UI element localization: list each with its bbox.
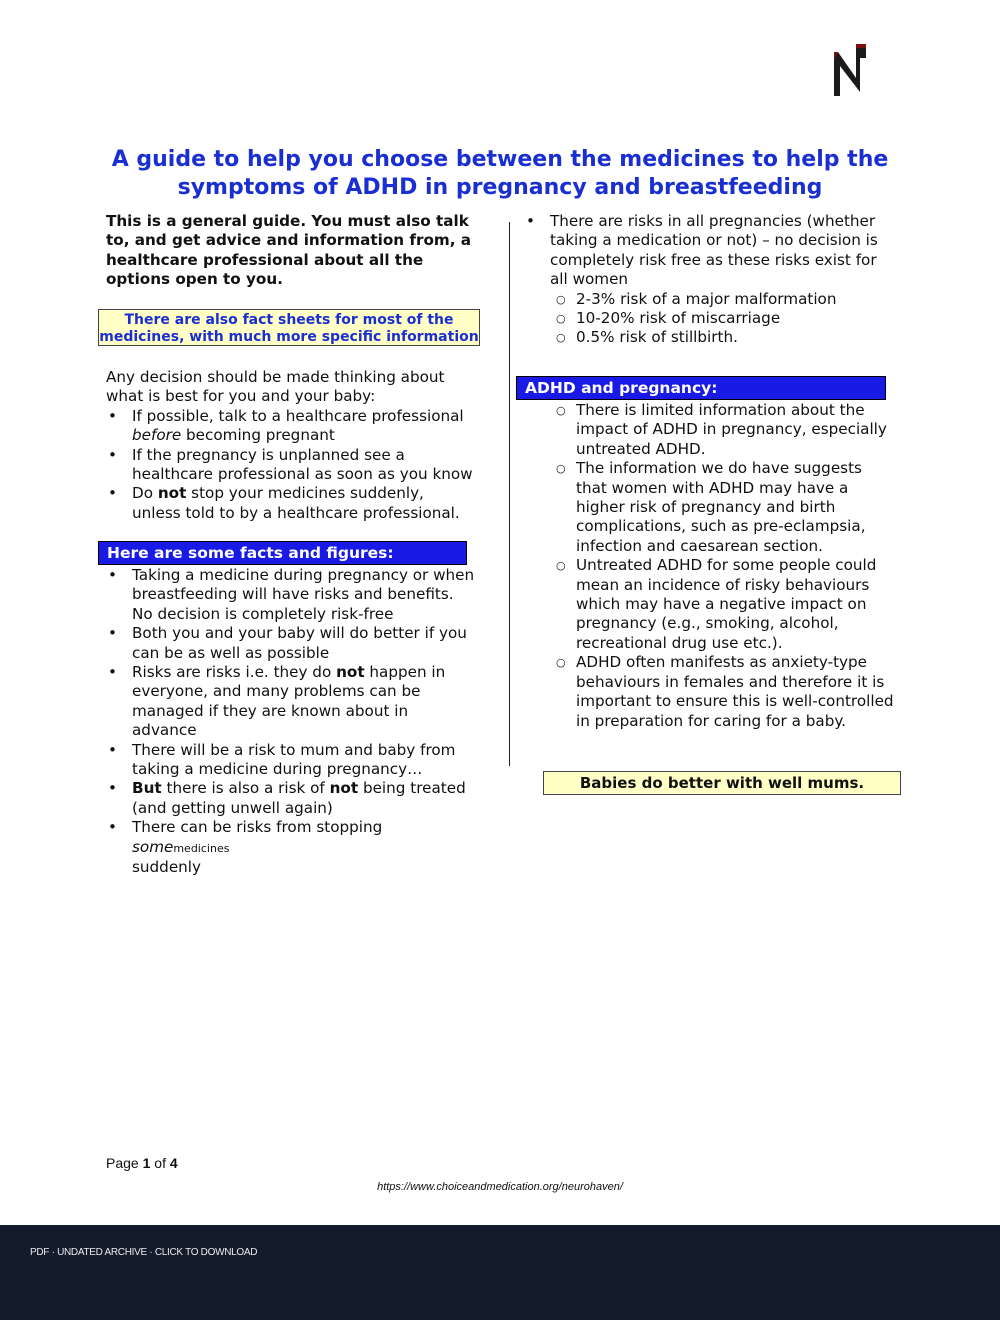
decision-section — [106, 368, 476, 523]
logo-icon — [826, 40, 874, 102]
adhd-list — [550, 401, 895, 731]
fact-sheets-box: There are also fact sheets for most of the medicines, with much more specific information — [98, 309, 480, 346]
list-item: • Do not stop your medicines suddenly, unless told to by a healthcare professional. — [106, 484, 476, 523]
download-bar — [0, 1225, 1000, 1320]
risk-sublist — [550, 290, 884, 348]
list-item: ○ 10-20% risk of miscarriage — [550, 309, 884, 328]
risks-section — [524, 212, 884, 348]
list-item: • There will be a risk to mum and baby from taking a medicine during pregnancy… — [106, 741, 476, 780]
list-item: • But there is also a risk of not being treated (and getting unwell again) — [106, 779, 476, 818]
download-link[interactable]: PDF · UNDATED ARCHIVE · CLICK TO DOWNLOAD — [30, 1247, 258, 1258]
list-item: • If the pregnancy is unplanned see a healthcare professional as soon as you know — [106, 446, 476, 485]
list-item: • Both you and your baby will do better if you can be as well as possible — [106, 624, 476, 663]
list-item: ○ ADHD often manifests as anxiety-type behaviours in females and therefore it is important to ensure this is well-controlled in preparation for caring for a baby. — [550, 653, 895, 731]
list-item: • There can be risks from stopping somemedicines suddenly — [106, 818, 476, 877]
list-item: ○ There is limited information about the impact of ADHD in pregnancy, especially untreated ADHD. — [550, 401, 895, 459]
list-item: • There are risks in all pregnancies (whether taking a medication or not) – no decision is completely risk free as these risks exist for all women ○ 2-3% risk of a major malformation ○ 10-20% risk of miscarriage ○ 0.5% risk of stillbirth. — [524, 212, 884, 348]
decision-text: Any decision should be made thinking about what is best for you and your baby: — [106, 368, 445, 406]
footer-url[interactable]: https://www.choiceandmedication.org/neurohaven/ — [377, 1181, 623, 1193]
list-item: ○ 0.5% risk of stillbirth. — [550, 328, 884, 347]
page-title: A guide to help you choose between the medicines to help the symptoms of ADHD in pregnancy and breastfeeding — [111, 147, 889, 200]
facts-list — [106, 566, 476, 878]
list-item: • Taking a medicine during pregnancy or when breastfeeding will have risks and benefits. No decision is completely risk-free — [106, 566, 476, 624]
list-item: ○ Untreated ADHD for some people could mean an incidence of risky behaviours which may have a negative impact on pregnancy (e.g., smoking, alcohol, recreational drug use etc.). — [550, 556, 895, 653]
babies-callout: Babies do better with well mums. — [543, 771, 901, 795]
facts-header: Here are some facts and figures: — [98, 541, 467, 565]
list-item: ○ The information we do have suggests that women with ADHD may have a higher risk of pregnancy and birth complications, such as pre-eclampsia, infection and caesarean section. — [550, 459, 895, 556]
adhd-pregnancy-header: ADHD and pregnancy: — [516, 376, 886, 400]
page-number: Page 1 of 4 — [106, 1155, 178, 1171]
list-item: • If possible, talk to a healthcare professional before becoming pregnant — [106, 407, 476, 446]
intro-text: This is a general guide. You must also talk to, and get advice and information from, a healthcare professional about all the options open to you. — [106, 212, 472, 289]
risks-list — [524, 212, 884, 348]
list-item: • Risks are risks i.e. they do not happen in everyone, and many problems can be managed if they are known about in advance — [106, 663, 476, 741]
list-item: ○ 2-3% risk of a major malformation — [550, 290, 884, 309]
left-column — [106, 212, 476, 290]
column-divider — [509, 222, 510, 766]
decision-list — [106, 407, 476, 523]
